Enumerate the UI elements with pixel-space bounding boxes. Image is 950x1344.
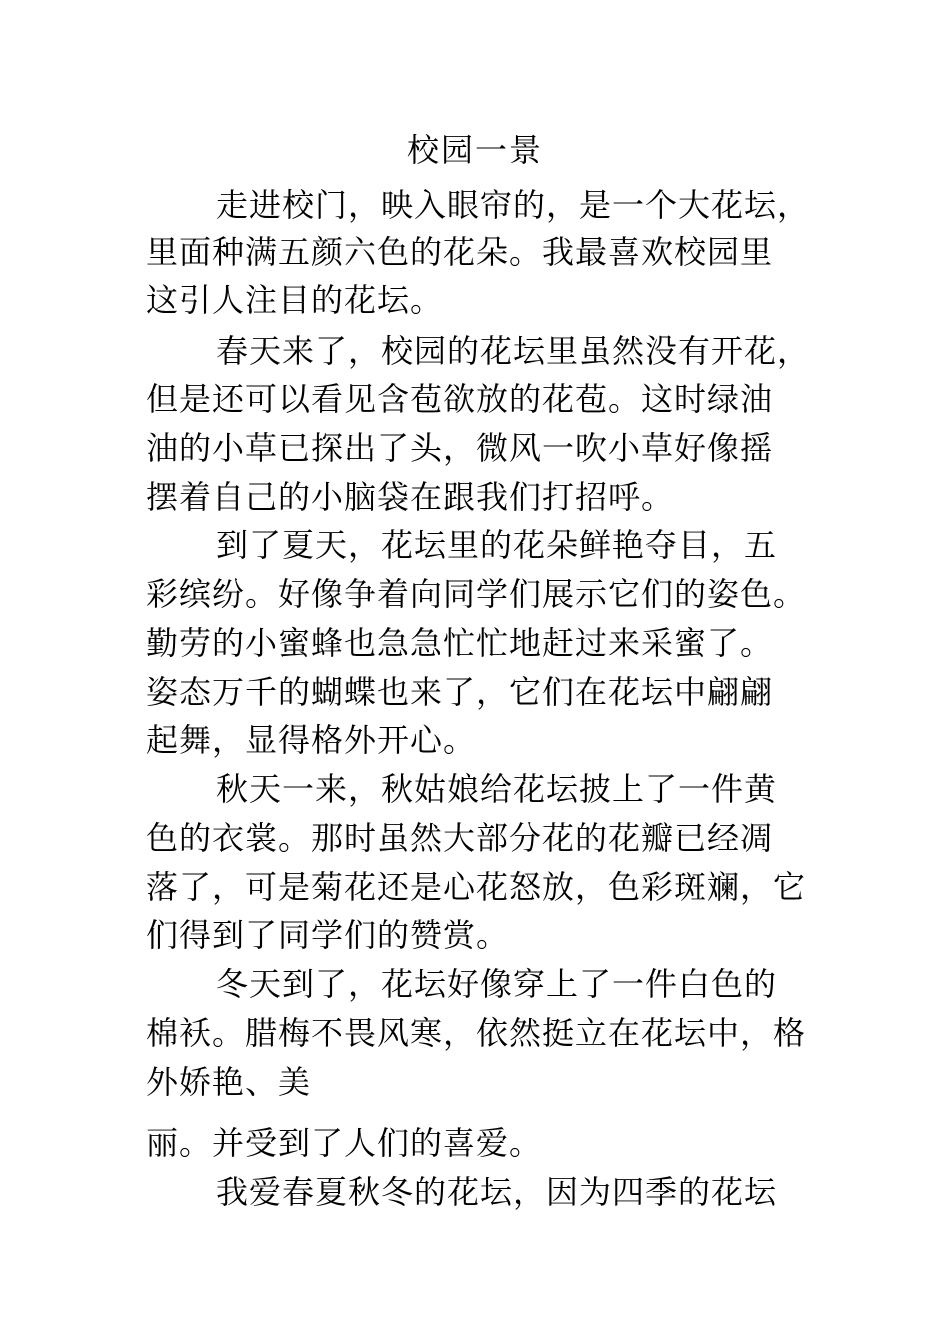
text-line: 丽。并受到了人们的喜爱。 (146, 1124, 543, 1162)
text-line: 到了夏天，花坛里的花朵鲜艳夺目，五 (216, 526, 778, 564)
text-line: 走进校门，映入眼帘的，是一个大花坛， (216, 186, 811, 224)
text-line: 这引人注目的花坛。 (146, 281, 444, 319)
text-line: 秋天一来，秋姑娘给花坛披上了一件黄 (216, 770, 778, 808)
text-line: 冬天到了，花坛好像穿上了一件白色的 (216, 965, 778, 1003)
text-line: 彩缤纷。好像争着向同学们展示它们的姿色。 (146, 575, 807, 613)
text-line: 勤劳的小蜜蜂也急急忙忙地赶过来采蜜了。 (146, 624, 774, 662)
text-line: 们得到了同学们的赞赏。 (146, 916, 510, 954)
text-line: 摆着自己的小脑袋在跟我们打招呼。 (146, 478, 675, 516)
text-line: 里面种满五颜六色的花朵。我最喜欢校园里 (146, 233, 774, 271)
text-line: 我爱春夏秋冬的花坛，因为四季的花坛 (216, 1173, 778, 1211)
text-line: 但是还可以看见含苞欲放的花苞。这时绿油 (146, 380, 774, 418)
text-line: 棉袄。腊梅不畏风寒，依然挺立在花坛中，格 (146, 1014, 807, 1052)
text-line: 油的小草已探出了头，微风一吹小草好像摇 (146, 429, 774, 467)
text-line: 外娇艳、美 (146, 1063, 312, 1101)
text-line: 姿态万千的蝴蝶也来了，它们在花坛中翩翩 (146, 673, 774, 711)
document-title: 校园一景 (406, 131, 543, 169)
text-line: 起舞，显得格外开心。 (146, 721, 477, 759)
text-line: 春天来了，校园的花坛里虽然没有开花， (216, 332, 811, 370)
text-line: 落了，可是菊花还是心花怒放，色彩斑斓，它 (146, 868, 807, 906)
text-line: 色的衣裳。那时虽然大部分花的花瓣已经凋 (146, 819, 774, 857)
